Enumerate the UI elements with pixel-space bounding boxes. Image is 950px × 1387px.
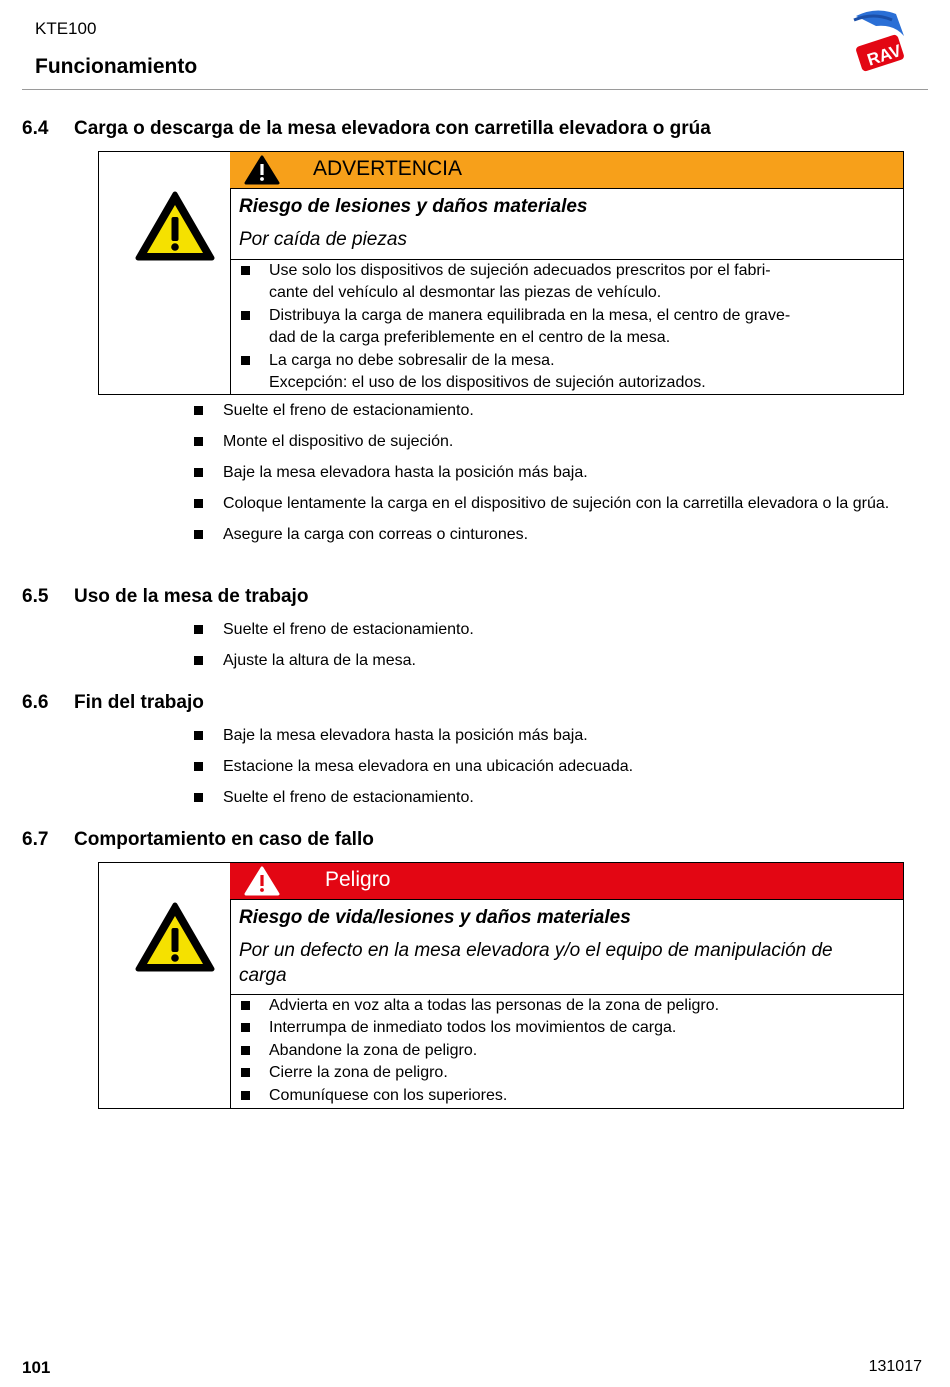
step-item: Suelte el freno de estacionamiento. <box>223 400 922 421</box>
section-title: Comportamiento en caso de fallo <box>74 829 374 850</box>
svg-text:RAV: RAV <box>864 40 904 70</box>
hazard-alert-icon <box>244 155 280 185</box>
measure-item: Advierta en voz alta a todas las personas de la zona de peligro. <box>269 995 883 1017</box>
section-heading-6-5 <box>22 586 308 608</box>
section-number: 6.7 <box>22 829 49 850</box>
section-heading-6-4 <box>22 118 711 140</box>
step-item: Coloque lentamente la carga en el dispositivo de sujeción con la carretilla elevadora o la grúa. <box>223 493 922 514</box>
step-item: Ajuste la altura de la mesa. <box>223 650 922 671</box>
measure-item: Abandone la zona de peligro. <box>269 1040 883 1062</box>
page-number: 101 <box>22 1358 51 1377</box>
measures-list <box>269 995 883 1107</box>
danger-box <box>98 862 904 1109</box>
step-item: Suelte el freno de estacionamiento. <box>223 619 922 640</box>
section-heading-6-6 <box>22 692 204 714</box>
warning-symbol-cell <box>99 863 231 1108</box>
step-item: Estacione la mesa elevadora en una ubicación adecuada. <box>223 756 922 777</box>
measure-item: Cierre la zona de peligro. <box>269 1062 883 1084</box>
section-heading-6-7 <box>22 829 374 851</box>
measures-list <box>269 260 883 394</box>
signal-word-bar <box>230 152 903 189</box>
section-title: Fin del trabajo <box>74 692 204 713</box>
signal-word: ADVERTENCIA <box>313 157 462 180</box>
measure-item: La carga no debe sobresalir de la mesa. Excepción: el uso de los dispositivos de sujeción autorizados. <box>269 350 883 395</box>
measure-item: Interrumpa de inmediato todos los movimientos de carga. <box>269 1017 883 1039</box>
header-rule <box>22 89 928 90</box>
procedure-steps-6-5 <box>223 619 922 681</box>
hazard-alert-icon <box>244 866 280 896</box>
hazard-cause: Por un defecto en la mesa elevadora y/o el equipo de manipulación de carga <box>239 940 833 986</box>
section-number: 6.5 <box>22 586 49 607</box>
rav-logo <box>846 6 908 76</box>
procedure-steps-6-4 <box>223 400 922 555</box>
hazard-title: Riesgo de vida/lesiones y daños materiales <box>239 907 631 928</box>
measure-item: Comuníquese con los superiores. <box>269 1085 883 1107</box>
warning-symbol-cell <box>99 152 231 394</box>
measure-item: Use solo los dispositivos de sujeción adecuados prescritos por el fabri- cante del vehículo al desmontar las piezas de vehículo. <box>269 260 883 305</box>
warning-triangle-icon <box>135 901 215 973</box>
section-number: 6.6 <box>22 692 49 713</box>
section-title: Uso de la mesa de trabajo <box>74 586 309 607</box>
step-item: Asegure la carga con correas o cinturones. <box>223 524 922 545</box>
procedure-steps-6-6 <box>223 725 922 818</box>
step-item: Baje la mesa elevadora hasta la posición más baja. <box>223 462 922 483</box>
step-item: Baje la mesa elevadora hasta la posición más baja. <box>223 725 922 746</box>
step-item: Suelte el freno de estacionamiento. <box>223 787 922 808</box>
signal-word: Peligro <box>325 868 391 891</box>
warning-box <box>98 151 904 395</box>
document-number: 131017 <box>868 1358 922 1375</box>
chapter-title: Funcionamiento <box>35 55 198 78</box>
step-item: Monte el dispositivo de sujeción. <box>223 431 922 452</box>
hazard-cause: Por caída de piezas <box>239 229 407 250</box>
hazard-title: Riesgo de lesiones y daños materiales <box>239 196 588 217</box>
section-number: 6.4 <box>22 118 49 139</box>
warning-triangle-icon <box>135 190 215 262</box>
document-code: KTE100 <box>35 19 97 38</box>
section-title: Carga o descarga de la mesa elevadora con carretilla elevadora o grúa <box>74 118 711 139</box>
signal-word-bar <box>230 863 903 900</box>
measure-item: Distribuya la carga de manera equilibrada en la mesa, el centro de grave- dad de la carga preferiblemente en el centro de la mesa. <box>269 305 883 350</box>
